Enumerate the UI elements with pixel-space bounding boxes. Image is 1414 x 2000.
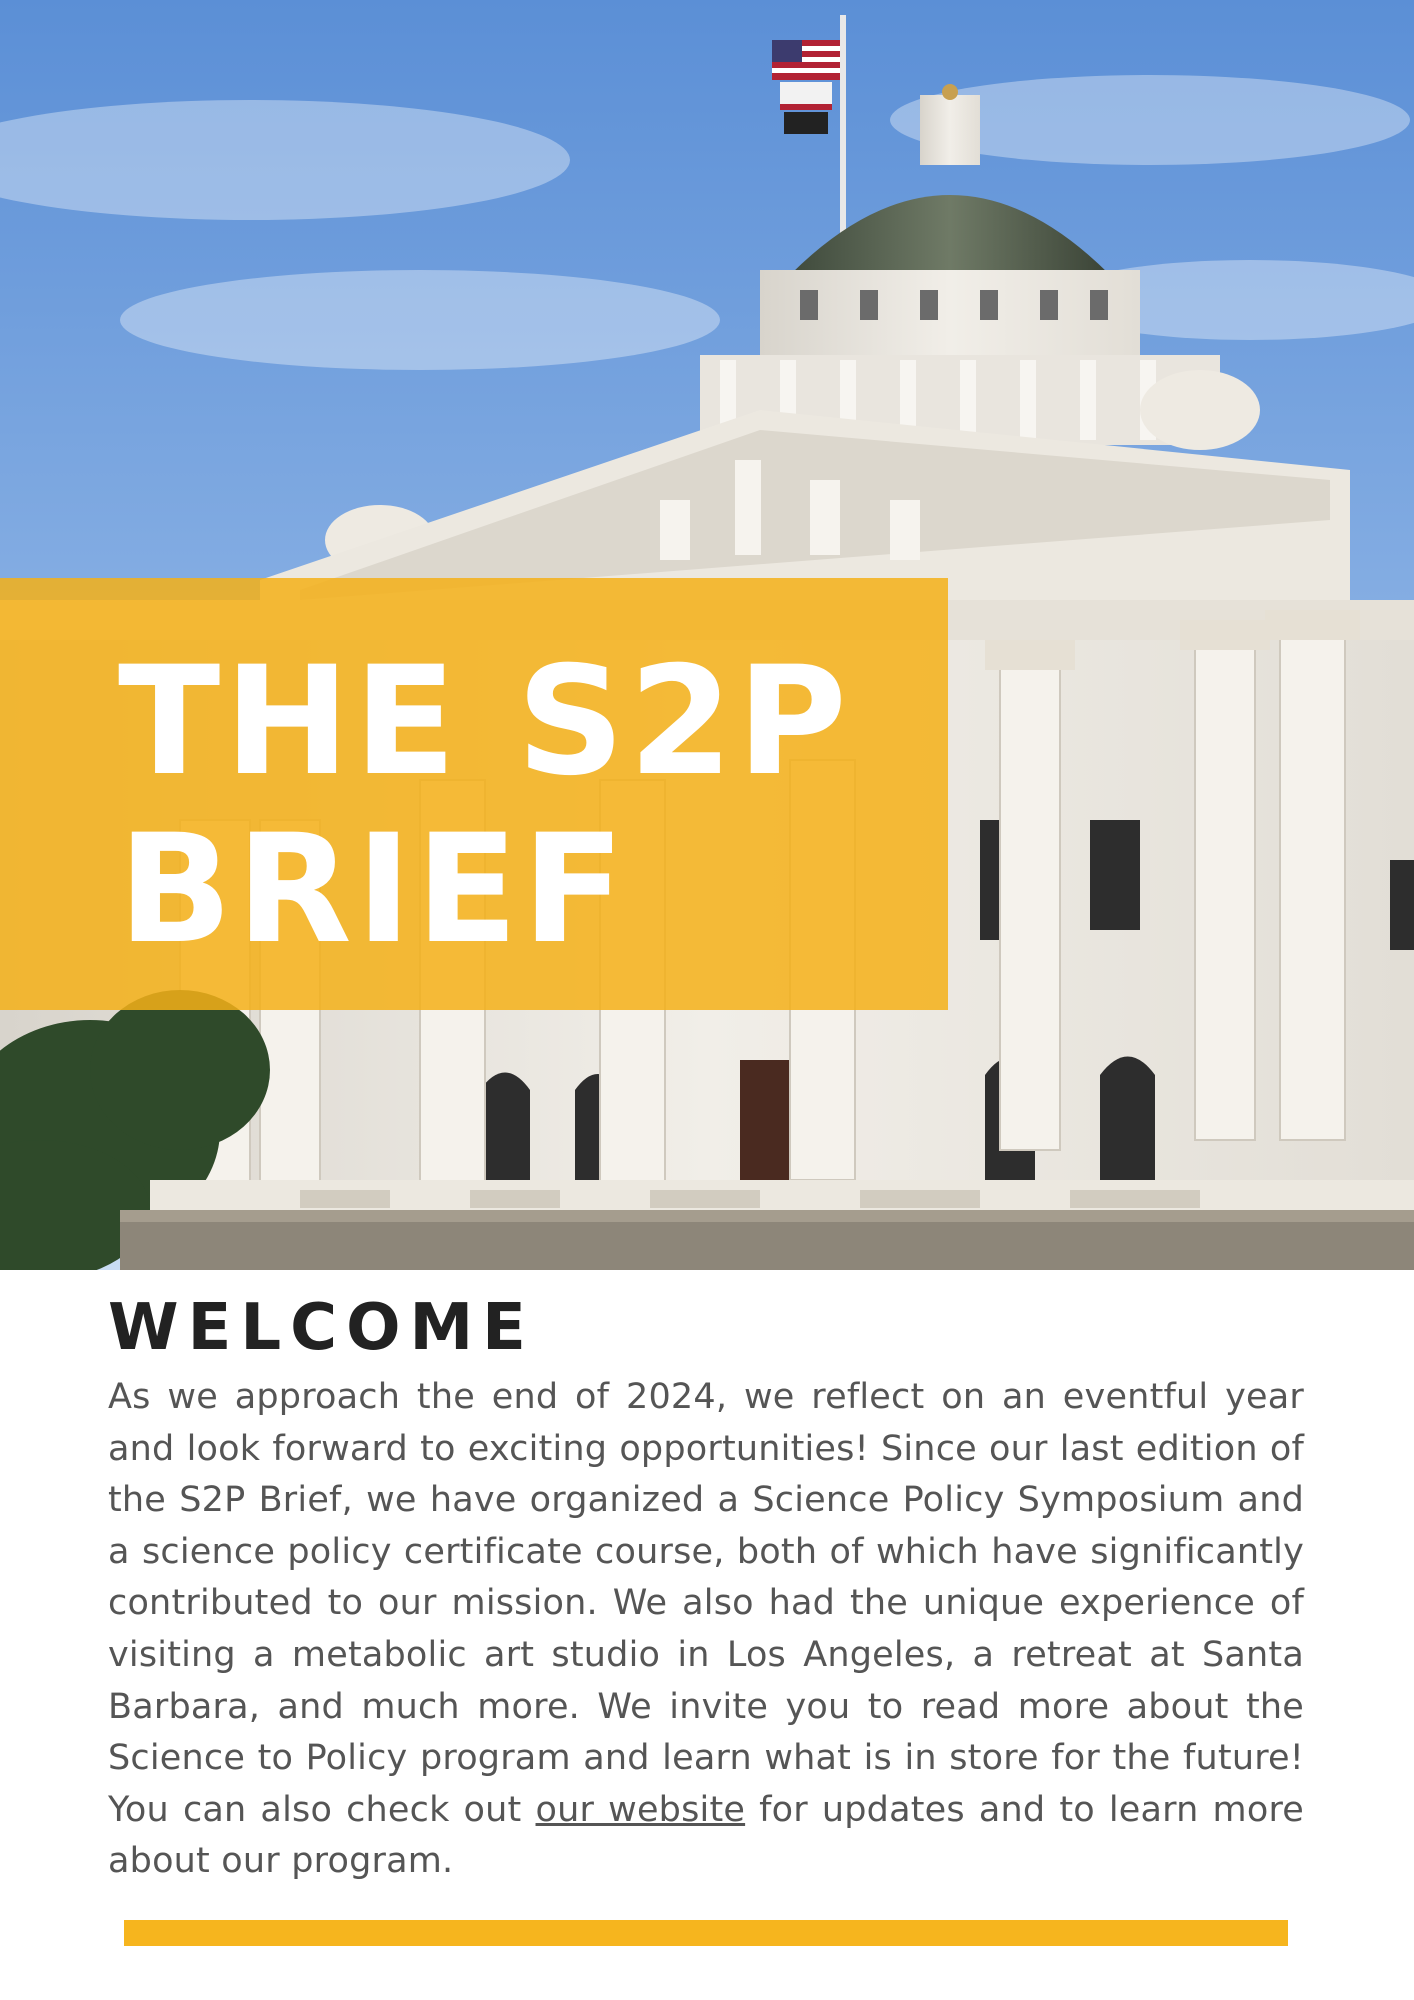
welcome-paragraph [108,1372,1304,1888]
title-banner [0,578,948,1010]
newsletter-title [118,635,851,977]
welcome-body-text: As we approach the end of 2024, we reflect on an eventful year and look forward to exciting opportunities! Since our last edition of the S2P Brief, we have organized a Science Policy Symposium and a science policy certificate course, both of which have significantly contributed to our mission. We also had the unique experience of visiting a metabolic art studio in Los Angeles, a retreat at Santa Barbara, and much more. We invite you to read more about the Science to Policy program and learn what is in store for the future! You can also check out [108,1377,1304,1830]
welcome-section [108,1290,1304,1888]
website-link[interactable]: our website [535,1789,746,1830]
title-line-2: BRIEF [118,803,629,977]
title-line-1: THE S2P [118,635,851,809]
welcome-heading: WELCOME [108,1291,535,1365]
accent-divider [124,1920,1288,1946]
welcome-body-tail: for updates and to learn more about our program. [108,1789,1305,1882]
